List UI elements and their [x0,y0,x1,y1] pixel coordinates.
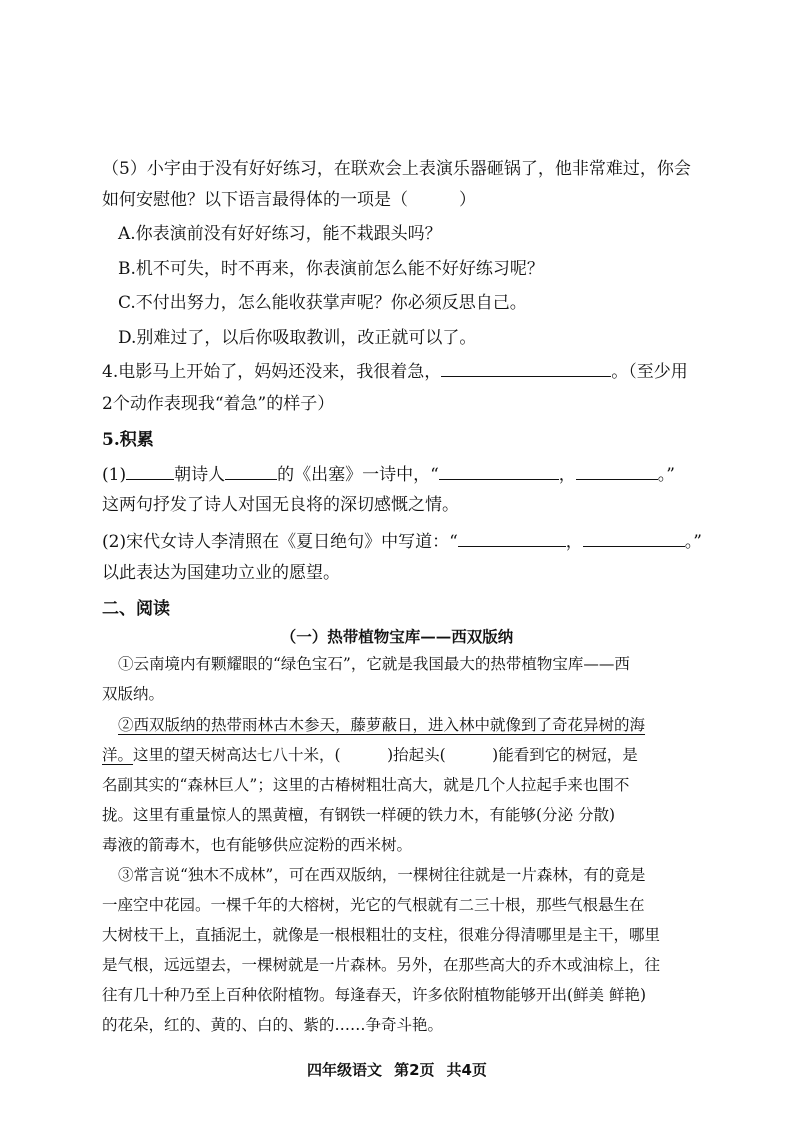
footer-grade: 四年级语文 [307,1061,383,1079]
para3-line1: ③常言说“独木不成林”，可在西双版纳，一棵树往往就是一片森林，有的竟是 [118,866,646,884]
q5-option-a: A.你表演前没有好好练习，能不栽跟头吗？ [118,224,442,244]
para3-line6: 的花朵，红的、黄的、白的、紫的……争奇斗艳。 [102,1016,444,1034]
para3-line5: 往有几十种乃至上百种依附植物。每逢春天，许多依附植物能够开出(鲜美 鲜艳) [102,986,647,1004]
poem-line1-blank[interactable] [439,461,559,480]
q4-requirement: 。（至少用 [611,362,688,382]
acc-item2-line1 [102,528,702,555]
q4-line1 [102,358,702,385]
para2-underlined-end: 洋。 [102,746,134,764]
passage-title: （一）热带植物宝库——西双版纳 [280,627,514,646]
poet-blank[interactable] [225,461,277,480]
footer-page-number: 第2页 [394,1061,435,1079]
q5-option-c: C.不付出努力，怎么能收获掌声呢？你必须反思自己。 [118,293,527,313]
para1-line2: 双版纳。 [102,685,165,703]
q4-line2: 2个动作表现我“着急”的样子） [102,394,335,414]
acc-item2-text: (2)宋代女诗人李清照在《夏日绝句》中写道：“ [102,532,458,552]
para3-line4: 是气根，远远望去，一棵树就是一片森林。另外，在那些高大的乔木或油棕上，往 [102,956,661,974]
acc-item1-comma: ， [558,465,576,485]
para2-line2-text: 这里的望天树高达七八十米，( )抬起头( )能看到它的树冠，是 [133,746,638,764]
accumulation-heading: 5.积累 [102,430,154,450]
acc-item1-line1 [102,461,702,488]
q5-stem-line1: （5）小宇由于没有好好练习，在联欢会上表演乐器砸锅了，他非常难过，你会 [102,159,691,179]
acc-item1-text-a: 朝诗人 [174,465,226,485]
para2-line1-underlined: ②西双版纳的热带雨林古木参天，藤萝蔽日，进入林中就像到了奇花异树的海 [118,716,646,734]
q4-answer-blank[interactable] [441,358,611,377]
para3-line3: 大树枝干上，直插泥土，就像是一根根粗壮的支柱，很难分得清哪里是主干，哪里 [102,926,661,944]
verse-line1-blank[interactable] [458,528,566,547]
acc-item2-comma: ， [565,532,583,552]
para2-line5: 毒液的箭毒木，也有能够供应淀粉的西米树。 [102,836,413,854]
page-footer [0,1059,794,1080]
q5-stem-line2: 如何安慰他？以下语言最得体的一项是（ ） [102,190,476,210]
reading-section-heading: 二、阅读 [102,599,170,619]
para1-line1: ①云南境内有颗耀眼的“绿色宝石”，它就是我国最大的热带植物宝库——西 [118,655,630,673]
acc-item1-end: 。” [657,465,675,485]
q5-option-d: D.别难过了，以后你吸取教训，改正就可以了。 [118,328,477,348]
q4-prompt: 4.电影马上开始了，妈妈还没来，我很着急， [102,362,442,382]
acc-item1-number: (1) [102,465,127,485]
para2-line2 [102,742,702,768]
para2-line4: 拢。这里有重量惊人的黑黄檀，有钢铁一样硬的铁力木，有能够(分泌 分散) [102,806,616,824]
dynasty-blank[interactable] [126,461,174,480]
para2-line3: 名副其实的“森林巨人”；这里的古椿树粗壮高大，就是几个人拉起手来也围不 [102,776,630,794]
q5-option-b: B.机不可失，时不再来，你表演前怎么能不好好练习呢？ [118,259,544,279]
acc-item2-line2: 以此表达为国建功立业的愿望。 [102,563,340,583]
footer-total-pages: 共4页 [446,1061,487,1079]
poem-line2-blank[interactable] [576,461,658,480]
verse-line2-blank[interactable] [583,528,685,547]
acc-item1-line2: 这两句抒发了诗人对国无良将的深切感慨之情。 [102,495,459,515]
para3-line2: 一座空中花园。一棵千年的大榕树，光它的气根就有二三十根，那些气根悬生在 [102,896,645,914]
acc-item1-text-b: 的《出塞》一诗中，“ [277,465,439,485]
acc-item2-end: 。” [684,532,702,552]
